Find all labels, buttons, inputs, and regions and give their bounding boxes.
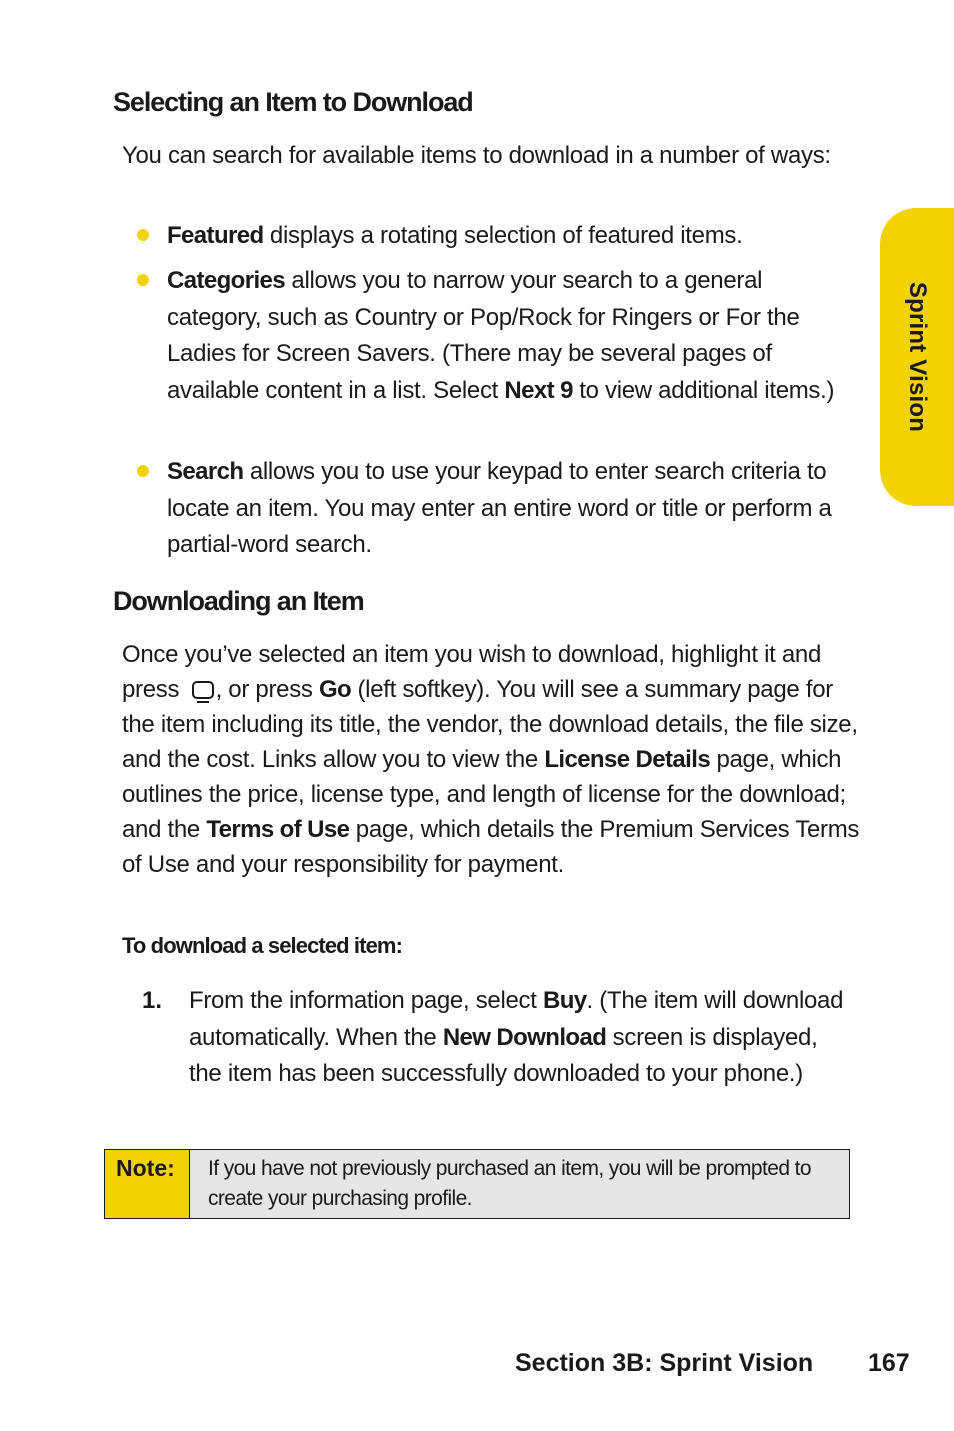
side-tab-label: Sprint Vision xyxy=(904,281,931,433)
bullet-featured: Featured displays a rotating selection of featured items. xyxy=(167,222,743,249)
side-tab xyxy=(880,208,954,506)
step-text: From the information page, select Buy. (The item will download automatically. When the New Download screen is displayed, the item has been successfully downloaded to your phone.) xyxy=(189,987,844,1087)
page-number: 167 xyxy=(868,1349,910,1377)
term-license-details: License Details xyxy=(544,746,711,773)
section-title-downloading: Downloading an Item xyxy=(113,586,364,616)
term-terms-of-use: Terms of Use xyxy=(206,816,350,843)
term-categories: Categories xyxy=(167,267,286,294)
bullet-categories: Categories allows you to narrow your search to a general category, such as Country or Pop/Rock for Ringers or For the Ladies for Screen Savers. (There may be several pages of available content in a list. Select Next 9 to view additional items.) xyxy=(167,267,835,404)
term-go: Go xyxy=(318,676,352,703)
intro-paragraph: You can search for available items to download in a number of ways: xyxy=(122,142,831,169)
step-number: 1. xyxy=(142,987,163,1014)
term-search: Search xyxy=(167,458,244,485)
page-footer xyxy=(515,1349,915,1378)
menu-ok-key-icon xyxy=(192,681,214,699)
downloading-paragraph: Once you’ve selected an item you wish to download, highlight it and press , or press Go (left softkey). You will see a summary page for the item including its title, the vendor, the download details, the file size, and the cost. Links allow you to view the License Details page, which outlines the price, license type, and length of license for the download; and the Terms of Use page, which details the Premium Services Terms of Use and your responsibility for payment. xyxy=(122,641,860,878)
procedure-heading: To download a selected item: xyxy=(122,933,402,958)
term-new-download: New Download xyxy=(442,1023,607,1051)
section-title-selecting: Selecting an Item to Download xyxy=(113,87,473,117)
bullet-dot-icon xyxy=(137,465,149,477)
note-box xyxy=(104,1149,850,1219)
bullet-dot-icon xyxy=(137,229,149,241)
footer-section: Section 3B: Sprint Vision xyxy=(515,1349,814,1377)
note-text: If you have not previously purchased an item, you will be prompted to create your purchasing profile. xyxy=(208,1157,811,1210)
term-featured: Featured xyxy=(167,222,264,249)
term-next-9: Next 9 xyxy=(504,376,573,404)
note-label: Note: xyxy=(105,1150,190,1218)
bullet-search: Search allows you to use your keypad to enter search criteria to locate an item. You may enter an entire word or title or perform a partial-word search. xyxy=(167,458,832,558)
term-buy: Buy xyxy=(542,987,587,1014)
bullet-dot-icon xyxy=(137,274,149,286)
